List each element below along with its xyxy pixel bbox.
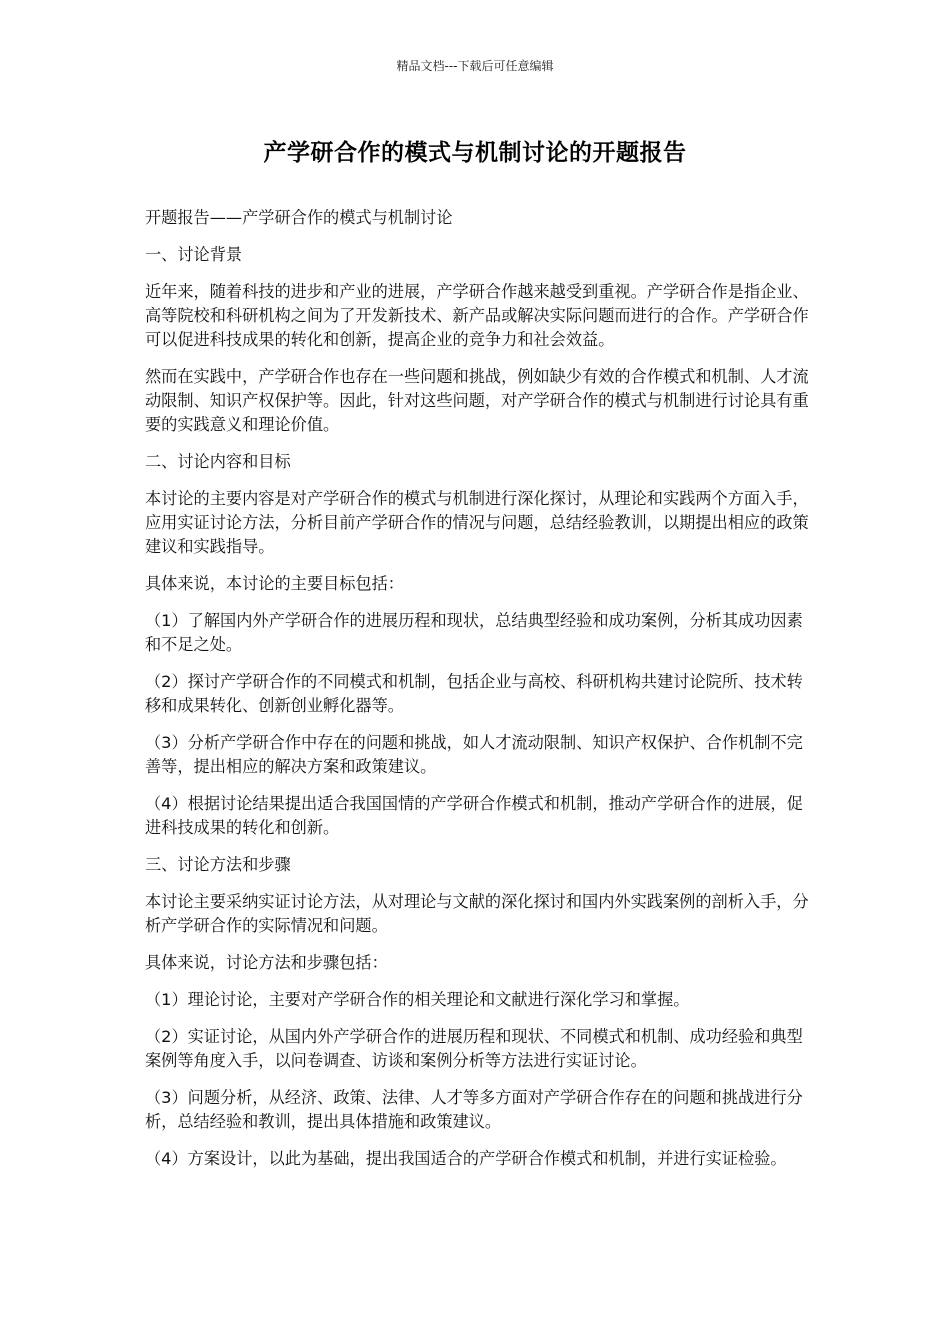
document-title: 产学研合作的模式与机制讨论的开题报告: [263, 140, 687, 166]
paragraph: 然而在实践中，产学研合作也存在一些问题和挑战，例如缺少有效的合作模式和机制、人才流动限制、知识产权保护等。因此，针对这些问题，对产学研合作的模式与机制进行讨论具有重要的实践意义和理论价值。: [145, 367, 809, 434]
goal-item: （2）探讨产学研合作的不同模式和机制，包括企业与高校、科研机构共建讨论院所、技术转移和成果转化、创新创业孵化器等。: [145, 672, 803, 715]
method-item: （2）实证讨论，从国内外产学研合作的进展历程和现状、不同模式和机制、成功经验和典型案例等角度入手，以问卷调查、访谈和案例分析等方法进行实证讨论。: [145, 1027, 803, 1070]
paragraph: 本讨论的主要内容是对产学研合作的模式与机制进行深化探讨，从理论和实践两个方面入手，应用实证讨论方法，分析目前产学研合作的情况与问题，总结经验教训，以期提出相应的政策建议和实践指导。: [145, 489, 809, 556]
section-heading-methods: 三、讨论方法和步骤: [145, 855, 291, 874]
paragraph: 近年来，随着科技的进步和产业的进展，产学研合作越来越受到重视。产学研合作是指企业、高等院校和科研机构之间为了开发新技术、新产品或解决实际问题而进行的合作。产学研合作可以促进科技成果的转化和创新，提高企业的竞争力和社会效益。: [145, 282, 809, 349]
paragraph: 具体来说，讨论方法和步骤包括：: [145, 953, 388, 972]
paragraph: 具体来说，本讨论的主要目标包括：: [145, 574, 404, 593]
method-item: （3）问题分析，从经济、政策、法律、人才等多方面对产学研合作存在的问题和挑战进行分析，总结经验和教训，提出具体措施和政策建议。: [145, 1088, 803, 1131]
section-heading-background: 一、讨论背景: [145, 245, 243, 264]
subtitle-line: 开题报告——产学研合作的模式与机制讨论: [145, 208, 453, 227]
method-item: （1）理论讨论，主要对产学研合作的相关理论和文献进行深化学习和掌握。: [145, 990, 690, 1009]
method-item: （4）方案设计，以此为基础，提出我国适合的产学研合作模式和机制，并进行实证检验。: [145, 1149, 787, 1168]
document-body: [145, 206, 809, 1184]
goal-item: （4）根据讨论结果提出适合我国国情的产学研合作模式和机制，推动产学研合作的进展，促进科技成果的转化和创新。: [145, 794, 803, 837]
header-note: 精品文档---下载后可任意编辑: [396, 59, 554, 73]
goal-item: （1）了解国内外产学研合作的进展历程和现状，总结典型经验和成功案例，分析其成功因素和不足之处。: [145, 611, 803, 654]
section-heading-content-goals: 二、讨论内容和目标: [145, 452, 291, 471]
goal-item: （3）分析产学研合作中存在的问题和挑战，如人才流动限制、知识产权保护、合作机制不完善等，提出相应的解决方案和政策建议。: [145, 733, 803, 776]
paragraph: 本讨论主要采纳实证讨论方法，从对理论与文献的深化探讨和国内外实践案例的剖析入手，分析产学研合作的实际情况和问题。: [145, 892, 809, 935]
